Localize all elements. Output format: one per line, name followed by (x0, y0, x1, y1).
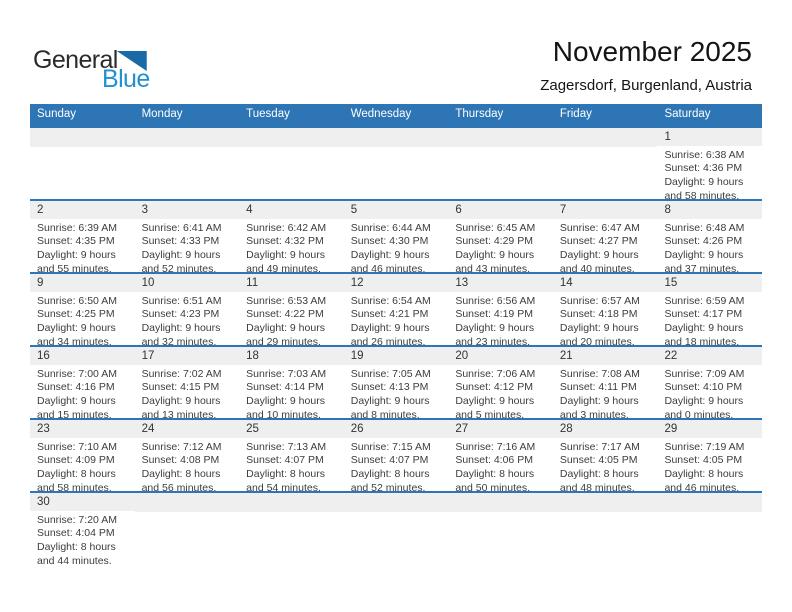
day-number: 9 (30, 274, 135, 292)
day-detail-line: Sunrise: 7:15 AM (350, 440, 431, 453)
day-details (553, 219, 658, 272)
day-details (239, 512, 344, 515)
day-number (344, 128, 449, 147)
day-number: 25 (239, 420, 344, 438)
day-cell-13 (448, 274, 553, 345)
day-number: 14 (553, 274, 658, 292)
day-number (448, 493, 553, 512)
day-cell-16 (30, 347, 135, 418)
day-detail-line: Daylight: 8 hours (141, 467, 221, 480)
day-details (448, 365, 553, 418)
day-detail-line: Sunrise: 7:06 AM (455, 367, 536, 380)
day-number (30, 128, 135, 147)
day-cell-1 (657, 128, 762, 199)
day-detail-line: Sunset: 4:16 PM (37, 381, 115, 394)
day-cell-25 (239, 420, 344, 491)
day-number (344, 493, 449, 512)
day-details (553, 292, 658, 345)
day-detail-line: Sunrise: 6:38 AM (664, 148, 745, 161)
day-detail-line: Sunset: 4:27 PM (559, 235, 638, 248)
day-cell-7 (553, 201, 658, 272)
empty-day-cell (448, 493, 553, 564)
day-details (135, 147, 240, 150)
day-detail-line: Sunset: 4:19 PM (455, 308, 533, 321)
day-detail-line: Sunrise: 6:48 AM (664, 221, 745, 234)
day-number: 1 (657, 128, 762, 146)
day-cell-17 (135, 347, 240, 418)
day-detail-line: and 52 minutes. (141, 262, 217, 272)
day-detail-line: Daylight: 9 hours (455, 394, 535, 407)
day-details (344, 365, 449, 418)
day-detail-line: Sunset: 4:08 PM (141, 454, 220, 467)
day-number (553, 128, 658, 147)
day-cell-10 (135, 274, 240, 345)
day-details (239, 438, 344, 491)
day-cell-8 (657, 201, 762, 272)
day-detail-line: Sunrise: 7:10 AM (37, 440, 117, 453)
weekday-header-wednesday: Wednesday (350, 108, 412, 120)
day-detail-line: and 52 minutes. (350, 481, 426, 491)
day-detail-line: Sunrise: 7:00 AM (37, 367, 117, 380)
day-details (135, 292, 240, 345)
day-detail-line: and 48 minutes. (559, 481, 635, 491)
week-row (30, 272, 762, 345)
day-detail-line: Sunrise: 7:17 AM (559, 440, 640, 453)
day-detail-line: Daylight: 9 hours (141, 248, 221, 261)
day-detail-line: and 50 minutes. (455, 481, 531, 491)
day-cell-19 (344, 347, 449, 418)
day-detail-line: Daylight: 9 hours (559, 321, 639, 334)
day-detail-line: Sunrise: 6:42 AM (246, 221, 327, 234)
day-cell-6 (448, 201, 553, 272)
day-details (239, 365, 344, 418)
day-detail-line: Daylight: 8 hours (37, 467, 116, 480)
day-detail-line: Daylight: 9 hours (37, 394, 116, 407)
day-cell-3 (135, 201, 240, 272)
day-details (657, 292, 762, 345)
general-blue-logo (33, 46, 150, 94)
day-number: 5 (344, 201, 449, 219)
day-details (344, 292, 449, 345)
day-detail-line: and 3 minutes. (559, 408, 629, 418)
day-number: 8 (657, 201, 762, 219)
empty-day-cell (30, 128, 135, 199)
empty-day-cell (657, 493, 762, 564)
day-detail-line: Sunset: 4:35 PM (37, 235, 115, 248)
day-number (135, 128, 240, 147)
day-detail-line: Sunset: 4:30 PM (350, 235, 429, 248)
day-detail-line: Sunrise: 6:44 AM (350, 221, 431, 234)
day-details (657, 365, 762, 418)
day-detail-line: Daylight: 9 hours (37, 321, 116, 334)
day-detail-line: Sunset: 4:11 PM (559, 381, 637, 394)
day-detail-line: Sunset: 4:04 PM (37, 527, 115, 540)
day-details (135, 219, 240, 272)
week-row (30, 345, 762, 418)
empty-day-cell (553, 493, 658, 564)
day-detail-line: and 43 minutes. (455, 262, 531, 272)
day-detail-line: Sunrise: 6:41 AM (141, 221, 222, 234)
day-details (30, 292, 135, 345)
day-detail-line: Daylight: 8 hours (559, 467, 639, 480)
weekday-header-row (30, 104, 762, 126)
day-cell-12 (344, 274, 449, 345)
day-details (553, 438, 658, 491)
day-detail-line: Sunset: 4:22 PM (246, 308, 324, 321)
day-details (239, 292, 344, 345)
day-detail-line: and 15 minutes. (37, 408, 112, 418)
day-detail-line: Daylight: 9 hours (664, 248, 744, 261)
day-cell-29 (657, 420, 762, 491)
day-detail-line: Sunset: 4:33 PM (141, 235, 220, 248)
day-detail-line: and 0 minutes. (664, 408, 734, 418)
empty-day-cell (135, 493, 240, 564)
day-cell-9 (30, 274, 135, 345)
day-detail-line: and 55 minutes. (37, 262, 112, 272)
week-row (30, 126, 762, 199)
day-cell-24 (135, 420, 240, 491)
day-detail-line: Daylight: 9 hours (664, 321, 744, 334)
day-details (239, 219, 344, 272)
day-detail-line: Daylight: 9 hours (141, 321, 221, 334)
day-number: 16 (30, 347, 135, 365)
day-detail-line: Sunset: 4:15 PM (141, 381, 220, 394)
day-detail-line: and 13 minutes. (141, 408, 217, 418)
day-number (657, 493, 762, 512)
day-details (30, 511, 135, 564)
day-detail-line: and 46 minutes. (664, 481, 740, 491)
day-number: 12 (344, 274, 449, 292)
day-detail-line: Sunset: 4:12 PM (455, 381, 533, 394)
day-detail-line: Sunset: 4:07 PM (350, 454, 429, 467)
weekday-header-monday: Monday (141, 108, 183, 120)
day-detail-line: Sunset: 4:25 PM (37, 308, 115, 321)
empty-day-cell (239, 493, 344, 564)
day-detail-line: Sunset: 4:26 PM (664, 235, 743, 248)
day-cell-23 (30, 420, 135, 491)
day-detail-line: Daylight: 9 hours (37, 248, 116, 261)
page-title: November 2025 (552, 36, 752, 67)
day-number: 4 (239, 201, 344, 219)
day-cell-21 (553, 347, 658, 418)
day-detail-line: Sunset: 4:09 PM (37, 454, 115, 467)
weekday-header-saturday: Saturday (664, 108, 711, 120)
day-number: 21 (553, 347, 658, 365)
day-details (448, 219, 553, 272)
day-detail-line: and 20 minutes. (559, 335, 635, 345)
day-number: 2 (30, 201, 135, 219)
day-detail-line: and 5 minutes. (455, 408, 525, 418)
day-detail-line: Sunset: 4:05 PM (664, 454, 743, 467)
day-detail-line: Sunset: 4:29 PM (455, 235, 533, 248)
day-detail-line: Sunrise: 7:03 AM (246, 367, 327, 380)
day-number: 7 (553, 201, 658, 219)
day-detail-line: Sunrise: 6:54 AM (350, 294, 431, 307)
day-detail-line: Sunset: 4:06 PM (455, 454, 533, 467)
day-cell-27 (448, 420, 553, 491)
day-detail-line: Sunrise: 6:59 AM (664, 294, 745, 307)
day-details (344, 219, 449, 272)
weekday-header-tuesday: Tuesday (246, 108, 290, 120)
day-detail-line: Daylight: 8 hours (246, 467, 325, 480)
day-cell-15 (657, 274, 762, 345)
day-detail-line: Sunset: 4:13 PM (350, 381, 429, 394)
day-number: 30 (30, 493, 135, 511)
day-number: 17 (135, 347, 240, 365)
day-number: 6 (448, 201, 553, 219)
day-detail-line: Sunrise: 7:12 AM (141, 440, 222, 453)
day-detail-line: Sunset: 4:05 PM (559, 454, 638, 467)
day-number (135, 493, 240, 512)
day-detail-line: and 44 minutes. (37, 554, 112, 564)
day-detail-line: Sunset: 4:36 PM (664, 162, 743, 175)
day-number: 28 (553, 420, 658, 438)
day-detail-line: and 49 minutes. (246, 262, 321, 272)
day-detail-line: Daylight: 9 hours (559, 248, 639, 261)
day-details (135, 438, 240, 491)
day-details (135, 512, 240, 515)
day-detail-line: Daylight: 8 hours (350, 467, 430, 480)
day-detail-line: and 58 minutes. (37, 481, 112, 491)
day-details (135, 365, 240, 418)
day-detail-line: Daylight: 8 hours (664, 467, 744, 480)
day-detail-line: Sunset: 4:07 PM (246, 454, 324, 467)
day-number: 29 (657, 420, 762, 438)
day-detail-line: and 40 minutes. (559, 262, 635, 272)
day-detail-line: Sunset: 4:10 PM (664, 381, 743, 394)
day-cell-18 (239, 347, 344, 418)
day-number: 19 (344, 347, 449, 365)
empty-day-cell (344, 493, 449, 564)
day-detail-line: Sunrise: 7:13 AM (246, 440, 327, 453)
day-number: 13 (448, 274, 553, 292)
day-cell-2 (30, 201, 135, 272)
day-detail-line: and 58 minutes. (664, 189, 740, 199)
day-number: 10 (135, 274, 240, 292)
day-detail-line: Sunrise: 7:16 AM (455, 440, 536, 453)
day-detail-line: and 23 minutes. (455, 335, 531, 345)
day-detail-line: Sunrise: 6:50 AM (37, 294, 117, 307)
day-detail-line: Sunset: 4:17 PM (664, 308, 743, 321)
day-number: 26 (344, 420, 449, 438)
day-detail-line: and 32 minutes. (141, 335, 217, 345)
day-detail-line: and 8 minutes. (350, 408, 420, 418)
weekday-header-sunday: Sunday (37, 108, 77, 120)
day-details (657, 146, 762, 199)
day-number (448, 128, 553, 147)
day-detail-line: Daylight: 9 hours (246, 394, 325, 407)
week-row (30, 418, 762, 491)
day-detail-line: Sunrise: 7:02 AM (141, 367, 222, 380)
week-row (30, 491, 762, 564)
day-detail-line: and 56 minutes. (141, 481, 217, 491)
day-number (239, 493, 344, 512)
day-detail-line: Daylight: 9 hours (350, 394, 430, 407)
day-detail-line: and 10 minutes. (246, 408, 321, 418)
logo-text-blue: Blue (102, 65, 150, 93)
day-detail-line: Sunrise: 6:47 AM (559, 221, 640, 234)
day-details (657, 438, 762, 491)
day-detail-line: and 54 minutes. (246, 481, 321, 491)
day-detail-line: and 37 minutes. (664, 262, 740, 272)
day-cell-4 (239, 201, 344, 272)
day-details (553, 512, 658, 515)
day-detail-line: Daylight: 9 hours (455, 321, 535, 334)
weekday-header-friday: Friday (559, 108, 592, 120)
day-number: 11 (239, 274, 344, 292)
day-number: 22 (657, 347, 762, 365)
day-detail-line: Sunrise: 7:09 AM (664, 367, 745, 380)
logo-text-general: General (33, 46, 118, 74)
day-detail-line: Daylight: 9 hours (246, 321, 325, 334)
day-detail-line: and 34 minutes. (37, 335, 112, 345)
day-detail-line: and 26 minutes. (350, 335, 426, 345)
day-number: 23 (30, 420, 135, 438)
day-details (344, 438, 449, 491)
day-detail-line: Daylight: 9 hours (350, 248, 430, 261)
day-cell-22 (657, 347, 762, 418)
day-number: 20 (448, 347, 553, 365)
empty-day-cell (239, 128, 344, 199)
day-cell-20 (448, 347, 553, 418)
day-cell-26 (344, 420, 449, 491)
empty-day-cell (135, 128, 240, 199)
empty-day-cell (553, 128, 658, 199)
day-detail-line: Sunrise: 6:45 AM (455, 221, 536, 234)
week-row (30, 199, 762, 272)
day-detail-line: Sunrise: 7:05 AM (350, 367, 431, 380)
day-detail-line: and 29 minutes. (246, 335, 321, 345)
calendar-table (30, 104, 762, 564)
day-details (448, 438, 553, 491)
day-detail-line: Sunrise: 6:51 AM (141, 294, 222, 307)
day-details (239, 147, 344, 150)
empty-day-cell (448, 128, 553, 199)
day-details (30, 365, 135, 418)
day-detail-line: Sunset: 4:18 PM (559, 308, 638, 321)
calendar-weeks (30, 126, 762, 564)
day-detail-line: Daylight: 9 hours (455, 248, 535, 261)
day-detail-line: Sunrise: 7:20 AM (37, 513, 117, 526)
day-details (30, 438, 135, 491)
day-number: 3 (135, 201, 240, 219)
day-cell-30 (30, 493, 135, 564)
day-cell-11 (239, 274, 344, 345)
day-details (657, 512, 762, 515)
day-cell-5 (344, 201, 449, 272)
day-details (553, 365, 658, 418)
empty-day-cell (344, 128, 449, 199)
day-detail-line: Sunrise: 6:56 AM (455, 294, 536, 307)
day-detail-line: Daylight: 8 hours (455, 467, 535, 480)
day-detail-line: Sunset: 4:23 PM (141, 308, 220, 321)
day-detail-line: Sunset: 4:21 PM (350, 308, 429, 321)
day-detail-line: Sunrise: 6:53 AM (246, 294, 327, 307)
day-detail-line: Sunrise: 6:57 AM (559, 294, 640, 307)
day-cell-14 (553, 274, 658, 345)
day-detail-line: Daylight: 9 hours (559, 394, 639, 407)
day-number (239, 128, 344, 147)
day-detail-line: Sunset: 4:14 PM (246, 381, 324, 394)
day-details (657, 219, 762, 272)
day-detail-line: Sunrise: 6:39 AM (37, 221, 117, 234)
day-details (30, 219, 135, 272)
day-details (344, 512, 449, 515)
day-details (448, 147, 553, 150)
day-details (344, 147, 449, 150)
day-number: 18 (239, 347, 344, 365)
weekday-header-thursday: Thursday (455, 108, 504, 120)
day-detail-line: Daylight: 9 hours (246, 248, 325, 261)
day-number: 27 (448, 420, 553, 438)
day-detail-line: Daylight: 8 hours (37, 540, 116, 553)
day-detail-line: and 46 minutes. (350, 262, 426, 272)
day-detail-line: Sunrise: 7:19 AM (664, 440, 745, 453)
day-detail-line: Sunrise: 7:08 AM (559, 367, 640, 380)
day-number: 15 (657, 274, 762, 292)
day-detail-line: Daylight: 9 hours (664, 394, 744, 407)
day-detail-line: and 18 minutes. (664, 335, 740, 345)
day-detail-line: Daylight: 9 hours (141, 394, 221, 407)
day-number: 24 (135, 420, 240, 438)
day-detail-line: Sunset: 4:32 PM (246, 235, 324, 248)
day-details (448, 292, 553, 345)
day-cell-28 (553, 420, 658, 491)
day-details (30, 147, 135, 150)
day-detail-line: Daylight: 9 hours (350, 321, 430, 334)
day-detail-line: Daylight: 9 hours (664, 175, 744, 188)
day-number (553, 493, 658, 512)
day-details (448, 512, 553, 515)
page-subtitle: Zagersdorf, Burgenland, Austria (540, 77, 752, 94)
day-details (553, 147, 658, 150)
